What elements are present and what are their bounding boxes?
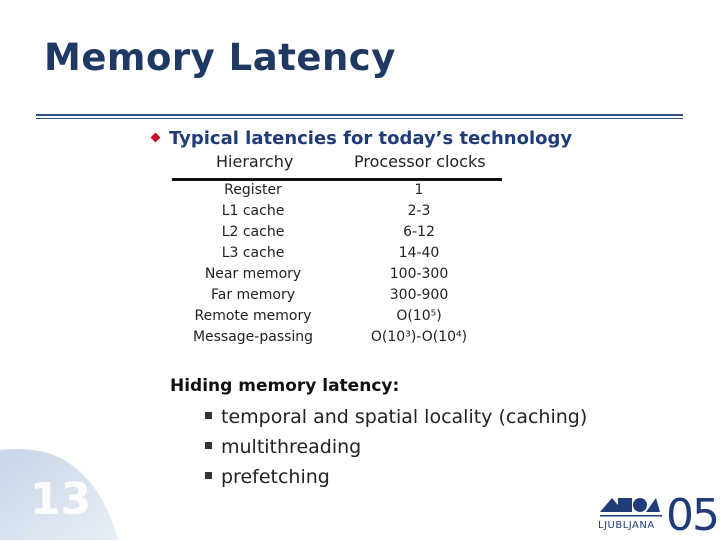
cell-level: Remote memory	[194, 308, 312, 324]
title-divider-thin	[36, 118, 683, 119]
list-item	[205, 404, 587, 434]
table-row	[172, 203, 532, 224]
table-row	[172, 245, 532, 266]
table-header-rule	[172, 178, 502, 181]
table-row	[172, 266, 532, 287]
figure-heading-text: Typical latencies for today’s technology	[169, 128, 573, 149]
bullet-text: temporal and spatial locality (caching)	[221, 406, 588, 428]
list-item	[205, 434, 587, 464]
table-row	[172, 329, 532, 350]
cell-level: L3 cache	[221, 245, 285, 261]
page-number: 13	[30, 474, 92, 525]
diamond-bullet-icon	[151, 133, 161, 143]
logo-city: LJUBLJANA	[598, 520, 655, 531]
cell-clocks: 1	[414, 182, 424, 198]
cell-clocks: 300-900	[389, 287, 449, 303]
column-header-processor-clocks: Processor clocks	[354, 152, 486, 171]
table-row	[172, 182, 532, 203]
cell-clocks: O(10⁵)	[396, 308, 442, 324]
bullet-text: prefetching	[221, 466, 330, 488]
bullet-text: multithreading	[221, 436, 362, 458]
section-heading: Hiding memory latency:	[170, 376, 400, 396]
title-divider	[36, 114, 683, 116]
cell-clocks: 100-300	[389, 266, 449, 282]
logo-number: 05	[666, 490, 718, 541]
cell-clocks: 6-12	[403, 224, 435, 240]
figure-heading	[152, 128, 572, 149]
column-header-hierarchy: Hierarchy	[216, 152, 294, 171]
cell-clocks: 14-40	[398, 245, 440, 261]
table-row	[172, 308, 532, 329]
cell-level: Message-passing	[192, 329, 314, 345]
square-bullet-icon	[205, 472, 212, 479]
square-bullet-icon	[205, 442, 212, 449]
cell-clocks: O(10³)-O(10⁴)	[370, 329, 468, 345]
slide-title: Memory Latency	[44, 36, 396, 79]
cell-level: L1 cache	[221, 203, 285, 219]
table-row	[172, 287, 532, 308]
cell-level: L2 cache	[221, 224, 285, 240]
cell-level: Register	[224, 182, 282, 198]
cell-clocks: 2-3	[407, 203, 431, 219]
list-item	[205, 464, 587, 494]
table-row	[172, 224, 532, 245]
cell-level: Near memory	[204, 266, 302, 282]
bullet-list	[205, 404, 587, 494]
square-bullet-icon	[205, 412, 212, 419]
cell-level: Far memory	[210, 287, 296, 303]
